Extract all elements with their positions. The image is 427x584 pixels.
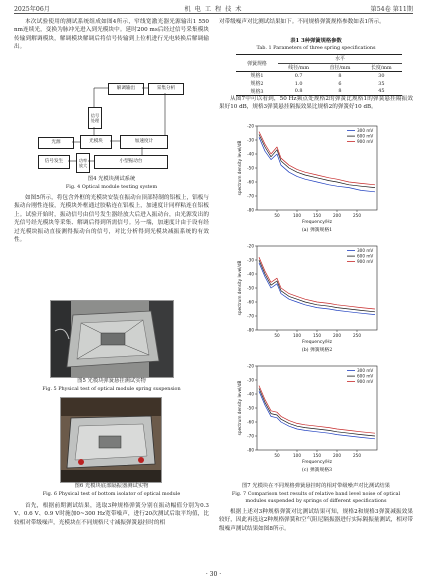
table-cell: 30: [378, 72, 385, 79]
y-tick-label: -50: [247, 285, 254, 291]
signal-generator-label: 信号发生: [44, 159, 64, 164]
x-tick-label: 50: [274, 453, 280, 458]
x-axis-label: Frequency/Hz: [302, 340, 332, 345]
y-tick-label: -40: [247, 151, 254, 157]
x-tick-label: 200: [333, 213, 341, 218]
x-tick-label: 50: [274, 213, 280, 218]
left-paragraph-1: 本次试验使用的测试系统组成如图4所示，窄线宽激光器光源输出1 550 nm连续光，变换为脉冲光进入到光模块中。延时200 ms后经过信号采集模块传输到解调模块，解调模块解调后将信号传输到上位机进行光电转换后解调输出。: [14, 19, 209, 51]
y-tick-label: -70: [247, 193, 254, 199]
fig7-panels: [219, 120, 413, 482]
y-tick-label: -30: [247, 257, 254, 263]
x-tick-label: 100: [293, 213, 301, 218]
header-rule: [14, 13, 413, 14]
fig7-caption-cn: 图7 光模块在不同规格弹簧悬挂时的相对带级噪声对比测试结果: [241, 483, 391, 489]
y-axis-label: spectrum density level/dB: [237, 260, 242, 316]
table-cell: 0.8: [294, 88, 303, 95]
table1-title-en: Tab. 1 Parameters of three spring specifications: [256, 45, 376, 51]
chart-panel: [237, 124, 377, 233]
x-tick-label: 250: [353, 333, 361, 338]
x-tick-label: 250: [353, 453, 361, 458]
legend-label: 600 mV: [357, 373, 374, 379]
fig6-caption-cn: 图6 光模块底部隔振器测试实物: [74, 483, 149, 489]
fig4-connectors: [38, 83, 188, 175]
fig4-caption-cn: 图4 光模块测试系统: [87, 176, 136, 182]
table-cell: 45: [378, 88, 385, 95]
panel-label: (a) 弹簧规格1: [301, 228, 333, 233]
fig4-diagram: [38, 83, 188, 175]
header-volume: 第54卷 第11期: [370, 6, 413, 13]
panel-label: (c) 弹簧规格3: [301, 468, 333, 473]
legend-label: 900 mV: [357, 139, 374, 144]
fig6-photo: [60, 397, 162, 483]
y-tick-label: -80: [247, 327, 254, 333]
optical-module-label: 光模块: [89, 139, 103, 144]
journal-title: 机 电 工 程 技 术: [184, 6, 243, 13]
table1-grid: [236, 54, 402, 96]
legend-label: 600 mV: [357, 253, 374, 259]
left-paragraph-3: 首先，根据前期测试结果，选取3种规格弹簧分别在振动幅值分别为0.3 V、0.6 V、0.9 V时施加0~300 Hz宽带噪声，进行20次测试后取平均值，比较相对带级噪声，光模块在不同规格尺寸减振弹簧悬挂时的相: [14, 503, 209, 526]
y-tick-label: -80: [247, 447, 254, 453]
y-tick-label: -60: [247, 299, 254, 305]
fig4-caption-en: Fig. 4 Optical module testing system: [65, 184, 158, 190]
table-cell: 8: [338, 88, 342, 95]
table-cell: 规格2: [250, 81, 264, 88]
acquisition-label: 采集分析: [156, 86, 176, 91]
table-cell: 1.0: [294, 80, 303, 87]
right-paragraph-1: 对带级噪声对比测试结果如下。不同规格弹簧规格参数如表1所示。: [219, 19, 385, 25]
left-paragraph-2: 如图5所示，将包含外框的光模块安装在振动台顶部特制的铝板上，铝板与振动台刚性连接，光模块外框通过胶粘连在铝板上，加速度计同样粘连在铝板上。试验开始时，振动信号由信号发生器经放大后进入振动台，由光源发出的光信号经光模块等采集、解调后得到所需信号。另一端，加速度计由于设有经过光模块振动直接测得振动台的信号，对比分析得到光模块减振系统的有效性。: [14, 195, 209, 244]
y-tick-label: -30: [247, 137, 254, 143]
legend-label: 600 mV: [357, 133, 374, 139]
table-cell: 8: [338, 72, 342, 79]
x-tick-label: 150: [313, 333, 321, 338]
x-tick-label: 200: [333, 333, 341, 338]
table-cell: 35: [378, 80, 385, 87]
table-cell: 6: [338, 80, 342, 87]
fig5-photo-art: [51, 301, 173, 377]
y-tick-label: -40: [247, 271, 254, 277]
legend-label: 900 mV: [357, 379, 374, 384]
fig5-caption-en: Fig. 5 Physical test of optical module spring suspension: [42, 386, 181, 392]
table1-group-header: 水平: [278, 55, 402, 64]
laser-label: 光源: [51, 140, 61, 145]
fig5-caption-cn: 图5 光模块弹簧悬挂测试实物: [77, 378, 146, 384]
y-tick-label: -60: [247, 179, 254, 185]
table-cell: 规格1: [250, 73, 264, 80]
legend-label: 300 mV: [357, 128, 374, 133]
panel-label: (b) 弹簧规格2: [301, 348, 333, 353]
table1-col-diameter: 直径/mm: [329, 64, 351, 71]
x-axis-label: Frequency/Hz: [302, 460, 332, 465]
legend-label: 900 mV: [357, 259, 374, 264]
table-row: [236, 80, 402, 88]
y-tick-label: -50: [247, 165, 254, 171]
fig6-caption-en: Fig. 6 Physical test of bottom isolator of optical module: [42, 491, 181, 497]
x-tick-label: 250: [353, 213, 361, 218]
x-tick-label: 50: [274, 333, 280, 338]
table1-title-cn: 表1 3种弹簧规格参数: [290, 38, 342, 44]
right-paragraph-3: 根据上述对3种规格弹簧对比测试结果可知，规格2和规格3弹簧减振效果较好，因此再选这2种规格弹簧和空气阻尼隔振器进行实际隔振量测试，相对带级噪声测试结果如图8所示。: [219, 509, 413, 532]
fig6-photo-art: [61, 398, 161, 482]
demod-output-label: 解调输出: [116, 86, 136, 91]
fig7-caption-en-1: Fig. 7 Comparison test results of relative band level noise of optical: [231, 491, 401, 497]
y-tick-label: -80: [247, 207, 254, 213]
fig7-svg: [219, 120, 413, 482]
header-date: 2025年06月: [14, 6, 50, 13]
y-tick-label: -20: [247, 363, 254, 369]
y-tick-label: -20: [247, 243, 254, 249]
y-tick-label: -30: [247, 377, 254, 383]
x-tick-label: 150: [313, 453, 321, 458]
x-tick-label: 200: [333, 453, 341, 458]
legend-label: 300 mV: [357, 368, 374, 373]
y-axis-label: spectrum density level/dB: [237, 140, 242, 196]
x-tick-label: 100: [293, 333, 301, 338]
y-axis-label: spectrum density level/dB: [237, 380, 242, 436]
page-number: · 30 ·: [205, 571, 222, 578]
signal-processing-label: 信号处理: [90, 113, 100, 123]
x-tick-label: 100: [293, 453, 301, 458]
accelerometer-label: 加速度计: [134, 139, 154, 144]
table-cell: 规格3: [250, 88, 264, 95]
y-tick-label: -20: [247, 123, 254, 129]
x-axis-label: Frequency/Hz: [302, 220, 332, 225]
y-tick-label: -40: [247, 391, 254, 397]
table1-col-length: 长度/mm: [370, 64, 392, 71]
y-tick-label: -70: [247, 433, 254, 439]
x-tick-label: 150: [313, 213, 321, 218]
y-tick-label: -50: [247, 405, 254, 411]
fig7-caption-en-2: modules suspended by springs of different specifications: [245, 498, 387, 504]
table-row: [236, 72, 402, 80]
fig5-photo: [50, 300, 174, 378]
table-cell: 0.7: [294, 72, 303, 79]
table1: [236, 54, 402, 96]
chart-panel: [237, 364, 377, 473]
chart-panel: [237, 244, 377, 353]
power-amplifier-label: 功率放大: [78, 158, 88, 168]
table1-col-wire: 线径/mm: [288, 64, 310, 71]
legend-label: 300 mV: [357, 248, 374, 253]
shaker-label: 小型振动台: [119, 159, 143, 164]
y-tick-label: -70: [247, 313, 254, 319]
table1-col-spec: 弹簧规格: [247, 60, 267, 67]
right-paragraph-2: 从图7中可以看到，50 Hz频点处规格2的弹簧比规格1的弹簧悬挂隔振效果好10 dB，规格3弹簧悬挂隔振效果比规格2的弹簧好10 dB。: [219, 96, 413, 111]
y-tick-label: -60: [247, 419, 254, 425]
